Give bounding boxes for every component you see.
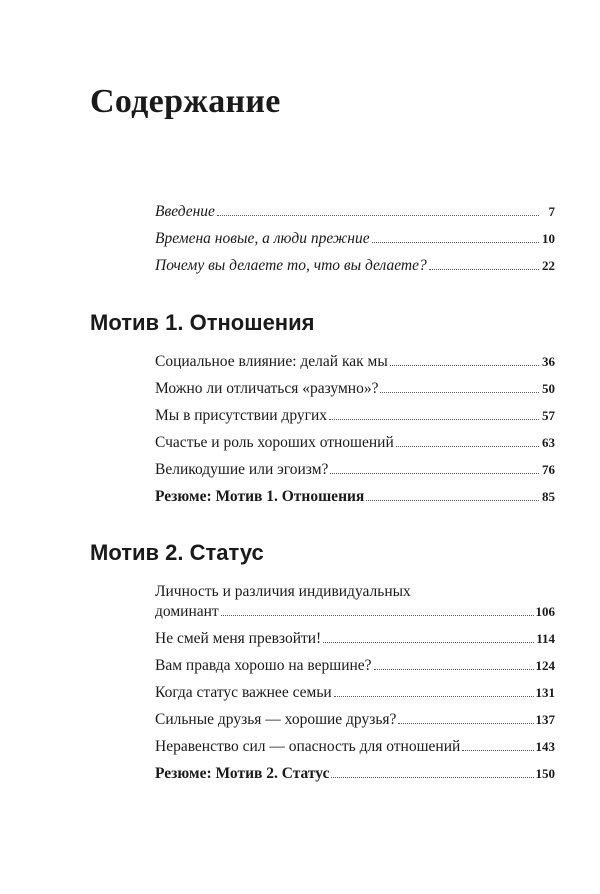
toc-page-number: 106 — [535, 604, 555, 619]
toc-entry-part2-summary[interactable] — [155, 764, 555, 791]
dot-leader — [221, 615, 534, 616]
dot-leader — [366, 500, 539, 501]
toc-page-number: 63 — [542, 435, 555, 450]
toc-entry-title: Сильные друзья — хорошие друзья? — [155, 711, 397, 728]
toc-entry-part1-3[interactable] — [155, 406, 555, 433]
toc-entry-part1-1[interactable] — [155, 352, 555, 379]
part2-list — [155, 582, 555, 791]
toc-entry-part2-4[interactable] — [155, 683, 555, 710]
toc-entry-title: Введение — [155, 203, 215, 220]
toc-entry-title: Резюме: Мотив 2. Статус — [155, 765, 330, 782]
toc-page-number: 114 — [536, 631, 555, 646]
toc-page-number: 137 — [535, 712, 555, 727]
toc-entry-title-line1: Личность и различия индивидуальных — [155, 583, 411, 600]
section-heading-part1: Мотив 1. Отношения — [90, 310, 315, 335]
toc-entry-title: Вам правда хорошо на вершине? — [155, 657, 372, 674]
toc-entry-title: Мы в присутствии других — [155, 407, 328, 424]
dot-leader — [398, 723, 533, 724]
toc-entry-part2-2[interactable] — [155, 629, 555, 656]
toc-entry-title: Времена новые, а люди прежние — [155, 230, 370, 247]
toc-entry-title: Неравенство сил — опасность для отношений — [155, 738, 461, 755]
toc-entry-title: Не смей меня превзойти! — [155, 630, 322, 647]
toc-entry-title: Счастье и роль хороших отношений — [155, 434, 394, 451]
dot-leader — [334, 696, 534, 697]
toc-entry-part1-2[interactable] — [155, 379, 555, 406]
toc-page-number: 76 — [542, 462, 555, 477]
dot-leader — [462, 750, 533, 751]
dot-leader — [429, 269, 539, 270]
toc-page-number: 7 — [548, 204, 555, 219]
toc-entry-title: Почему вы делаете то, что вы делаете? — [155, 257, 427, 274]
dot-leader — [374, 669, 534, 670]
toc-entry-title: Когда статус важнее семьи — [155, 684, 332, 701]
toc-entry-part1-5[interactable] — [155, 460, 555, 487]
toc-page-number: 150 — [535, 766, 555, 781]
dot-leader — [330, 473, 539, 474]
toc-entry-part2-1[interactable] — [155, 582, 555, 629]
toc-page-number: 124 — [535, 658, 555, 673]
toc-entry-title: Социальное влияние: делай как мы — [155, 353, 388, 370]
toc-page-number: 85 — [542, 489, 555, 504]
dot-leader — [380, 392, 539, 393]
toc-page-number: 10 — [542, 231, 555, 246]
toc-entry-part1-4[interactable] — [155, 433, 555, 460]
dot-leader — [396, 446, 539, 447]
toc-entry-part2-3[interactable] — [155, 656, 555, 683]
toc-page-number: 36 — [542, 354, 555, 369]
toc-entry-part2-6[interactable] — [155, 737, 555, 764]
toc-page-number: 131 — [535, 685, 555, 700]
toc-entry-intro[interactable] — [155, 202, 555, 229]
dot-leader — [331, 777, 533, 778]
toc-entry-new-times[interactable] — [155, 229, 555, 256]
dot-leader — [390, 365, 539, 366]
page-title: Содержание — [90, 83, 281, 120]
intro-list — [155, 202, 555, 283]
section-heading-part2: Мотив 2. Статус — [90, 540, 264, 565]
toc-entry-title: Резюме: Мотив 1. Отношения — [155, 488, 365, 505]
dot-leader — [329, 419, 539, 420]
dot-leader — [217, 215, 539, 216]
toc-page-number: 57 — [542, 408, 555, 423]
toc-entry-part1-summary[interactable] — [155, 487, 555, 514]
toc-entry-title: Можно ли отличаться «разумно»? — [155, 380, 379, 397]
toc-entry-why[interactable] — [155, 256, 555, 283]
toc-page-number: 143 — [535, 739, 555, 754]
toc-page-number: 50 — [542, 381, 555, 396]
toc-entry-title-line2: доминант — [155, 603, 219, 620]
toc-entry-title: Великодушие или эгоизм? — [155, 461, 329, 478]
toc-page-number: 22 — [542, 258, 555, 273]
dot-leader — [372, 242, 539, 243]
dot-leader — [323, 642, 534, 643]
part1-list — [155, 352, 555, 514]
toc-entry-part2-5[interactable] — [155, 710, 555, 737]
